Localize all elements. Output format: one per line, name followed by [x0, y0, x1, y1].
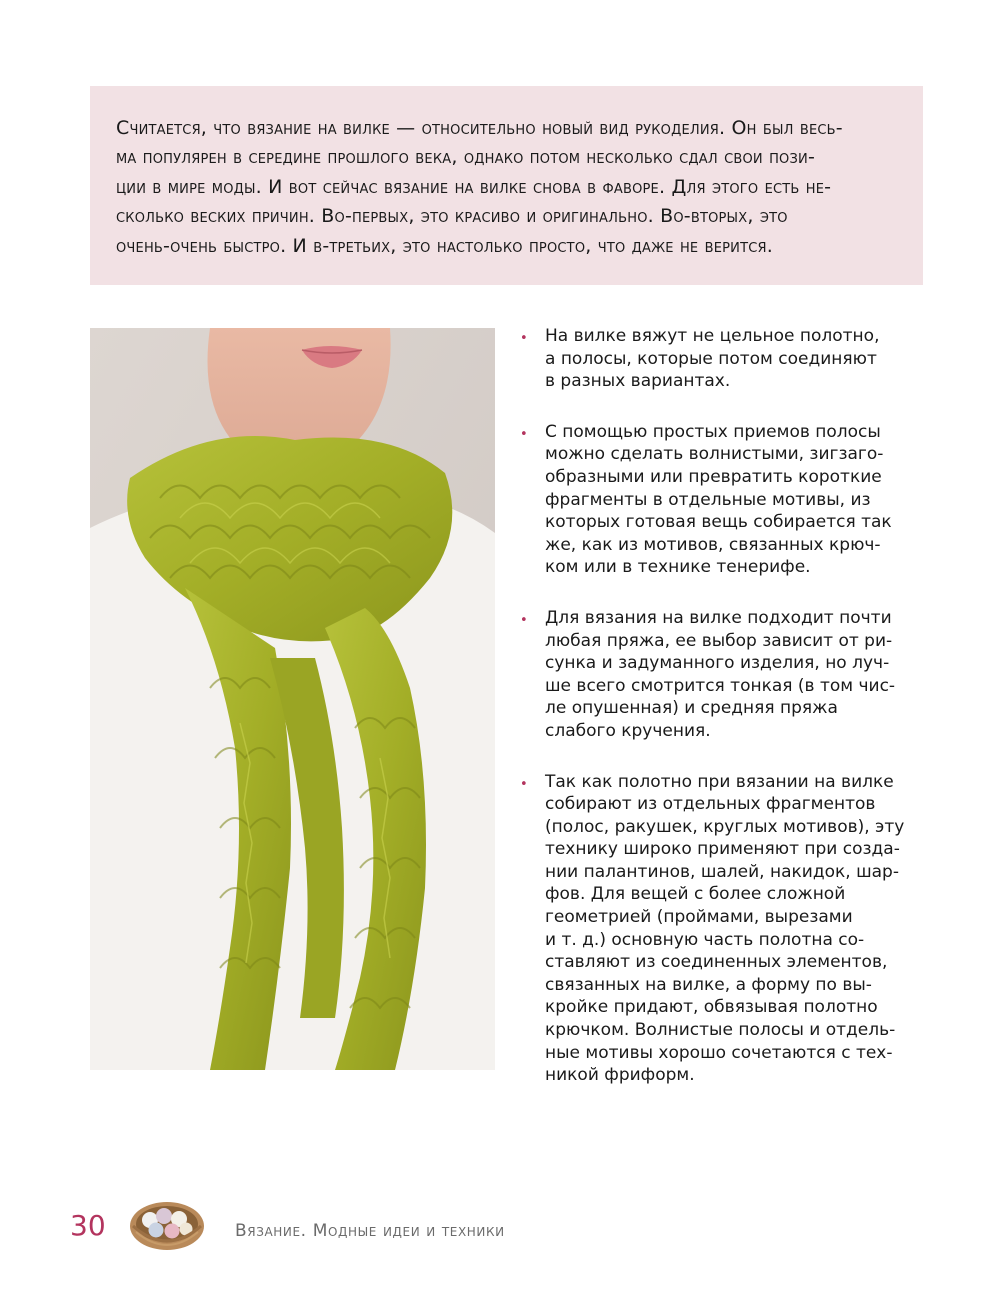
- bullet-line: кройке придают, обвязывая полотно: [545, 997, 878, 1018]
- bullet-line: геометрией (проймами, вырезами: [545, 907, 853, 928]
- yarn-basket-icon: [128, 1194, 206, 1252]
- page-number: 30: [70, 1209, 106, 1242]
- scarf-photo: [90, 328, 495, 1070]
- bullet-icon: •: [520, 612, 528, 628]
- bullet-line: фов. Для вещей с более сложной: [545, 884, 846, 905]
- bullet-line: нии палантинов, шалей, накидок, шар-: [545, 861, 899, 882]
- bullet-line: любая пряжа, ее выбор зависит от ри-: [545, 630, 893, 651]
- bullet-icon: •: [520, 331, 528, 346]
- intro-line: сколько веских причин. Во-первых, это красиво и оригинально. Во-вторых, это: [116, 205, 788, 228]
- book-title: Вязание. Модные идеи и техники: [235, 1221, 505, 1241]
- bullet-line: никой фриформ.: [545, 1065, 695, 1086]
- list-item: [520, 421, 930, 579]
- bullet-line: собирают из отдельных фрагментов: [545, 794, 876, 815]
- bullet-line: Так как полотно при вязании на вилке: [545, 771, 894, 792]
- bullet-line: связанных на вилке, а форму по вы-: [545, 974, 872, 995]
- bullet-line: а полосы, которые потом соединяют: [545, 348, 877, 369]
- bullet-line: (полос, ракушек, круглых мотивов), эту: [545, 816, 905, 837]
- bullet-line: Для вязания на вилке подходит почти: [545, 607, 892, 628]
- intro-line: ма популярен в середине прошлого века, однако потом несколько сдал свои пози-: [116, 146, 816, 169]
- bullet-line: же, как из мотивов, связанных крюч-: [545, 534, 881, 555]
- bullet-line: слабого кручения.: [545, 720, 711, 741]
- intro-line: очень-очень быстро. И в-третьих, это настолько просто, что даже не верится.: [116, 234, 773, 257]
- bullet-line: ле опушенная) и средняя пряжа: [545, 698, 838, 719]
- bullet-line: фрагменты в отдельные мотивы, из: [545, 489, 871, 510]
- bullet-line: сунка и задуманного изделия, но луч-: [545, 653, 890, 674]
- intro-line: Считается, что вязание на вилке — относительно новый вид рукоделия. Он был весь-: [116, 117, 843, 139]
- bullet-line: ставляют из соединенных элементов,: [545, 952, 888, 973]
- list-item: [520, 325, 930, 393]
- intro-box: [90, 86, 923, 285]
- bullet-line: С помощью простых приемов полосы: [545, 421, 881, 442]
- bullet-list: [520, 325, 930, 1115]
- bullet-line: которых готовая вещь собирается так: [545, 512, 892, 533]
- list-item: [520, 771, 930, 1087]
- bullet-line: ше всего смотрится тонкая (в том чис-: [545, 675, 896, 696]
- bullet-line: в разных вариантах.: [545, 371, 731, 392]
- bullet-line: образными или превратить короткие: [545, 466, 882, 487]
- bullet-line: ком или в технике тенерифе.: [545, 557, 811, 578]
- bullet-line: крючком. Волнистые полосы и отдель-: [545, 1020, 896, 1041]
- bullet-line: технику широко применяют при созда-: [545, 839, 900, 860]
- bullet-icon: •: [520, 426, 528, 442]
- bullet-line: можно сделать волнистыми, зигзаго-: [545, 444, 884, 465]
- list-item: [520, 607, 930, 743]
- bullet-icon: •: [520, 776, 528, 792]
- intro-line: ции в мире моды. И вот сейчас вязание на вилке снова в фаворе. Для этого есть не-: [116, 175, 832, 198]
- bullet-line: и т. д.) основную часть полотна со-: [545, 929, 865, 950]
- bullet-line: На вилке вяжут не цельное полотно,: [545, 326, 880, 346]
- bullet-line: ные мотивы хорошо сочетаются с тех-: [545, 1042, 893, 1063]
